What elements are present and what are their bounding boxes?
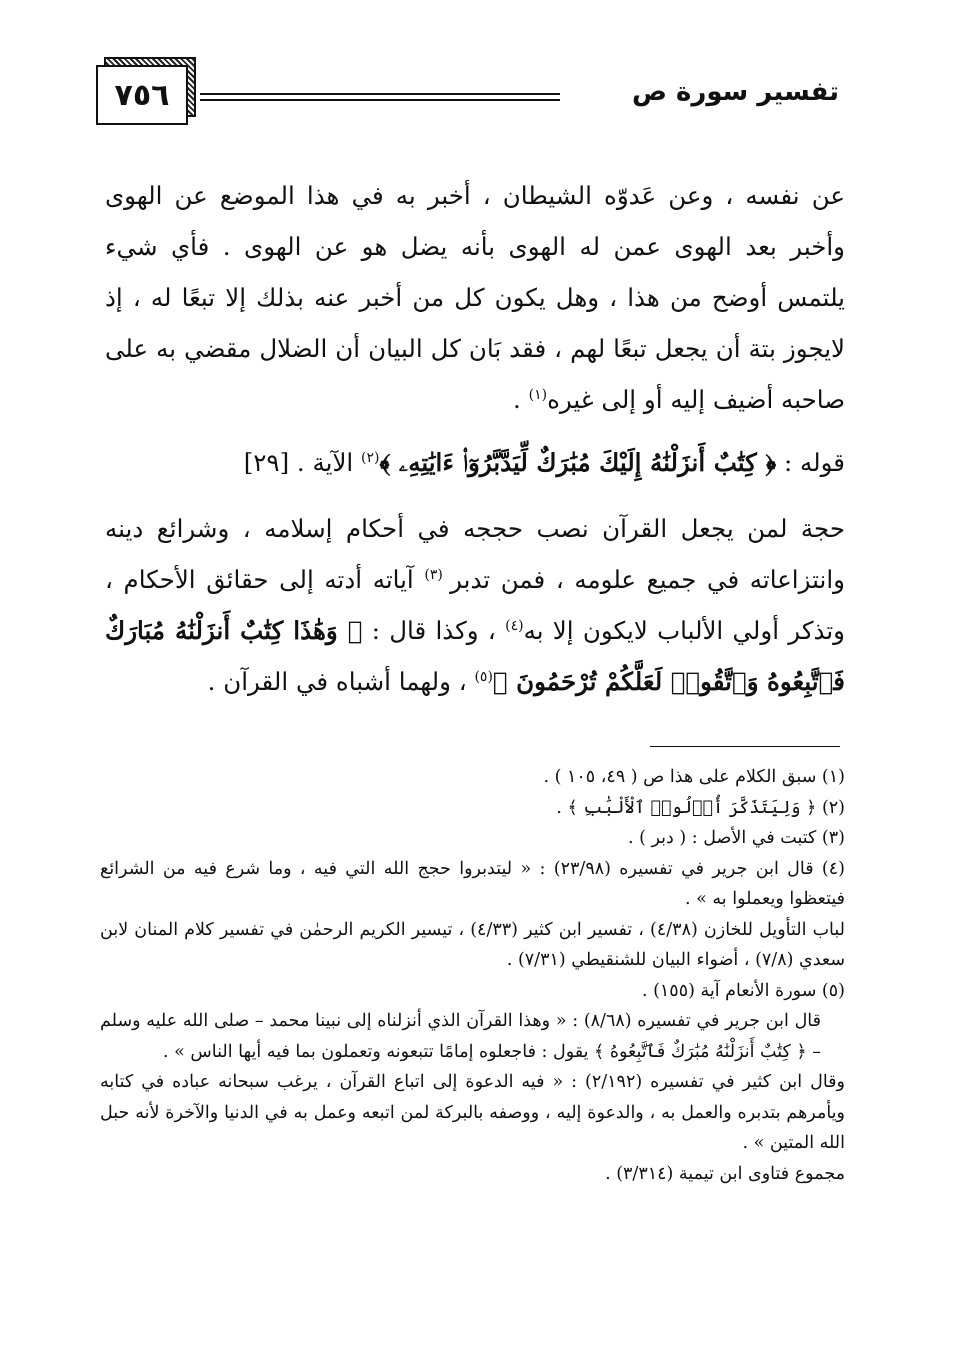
footnote-1: (١) سبق الكلام على هذا ص ( ٤٩، ١٠٥ ) . <box>543 767 845 787</box>
verse-text: ﴿ كِتَٰبٌ أَنزَلْنَٰهُ إِلَيْكَ مُبَٰرَكٌ لِّيَدَّبَّرُوٓا۟ ءَايَٰتِهِۦ ﴾ <box>379 448 777 477</box>
body-paragraph-2 <box>105 503 845 707</box>
page-header <box>96 55 839 130</box>
body-paragraph-1 <box>105 170 845 425</box>
footnote-ref-3: (٣) <box>424 566 451 583</box>
footnote-3: (٣) كتبت في الأصل : ( دبر ) . <box>628 828 845 848</box>
paragraph-1-end: . <box>513 385 529 414</box>
footnote-2: (٢) ﴿ وَلِيَتَذَكَّرَ أُو۟لُوا۟ ٱلْأَلْبَٰبِ ﴾ . <box>556 797 845 818</box>
verse-reference: الآية . [٢٩] <box>243 448 362 477</box>
running-title: تفسير سورة ص <box>632 77 839 107</box>
header-double-rule <box>200 93 560 101</box>
paragraph-2-part-a: حجة لمن يجعل القرآن نصب حججه في أحكام إسلامه ، وشرائع دينه وانتزاعاته في جميع علومه ، فمن تدبر <box>105 514 845 594</box>
footnote-5-ibn-kathir: وقال ابن كثير في تفسيره (٢/١٩٢) : « فيه الدعوة إلى اتباع القرآن ، يرغب سبحانه عباده في كتابه ويأمرهم بتدبره والعمل به ، والدعوة إليه ، ووصفه بالبركة لمن اتبعه وعمل به في الدنيا والآخرة لأنه حبل الله المتين » . <box>100 1072 845 1153</box>
footnote-4: (٤) قال ابن جرير في تفسيره (٢٣/٩٨) : « ليتدبروا حجج الله التي فيه ، وما شرع فيه من الشرائع فيتعظوا ويعملوا به » . <box>100 858 845 909</box>
verse-intro: قوله : <box>776 448 845 477</box>
footnote-5-ibn-taymiyyah: مجموع فتاوى ابن تيمية (٣/٣١٤) . <box>605 1163 845 1184</box>
verse-line <box>105 437 845 488</box>
footnote-ref-2: (٢) <box>361 449 380 466</box>
paragraph-2-part-c: ، وكذا قال : <box>362 616 506 645</box>
page-number: ٧٥٦ <box>96 65 188 125</box>
footnote-separator <box>650 746 840 747</box>
paragraph-2-quran-quote: ﴿ وَهَٰذَا كِتَٰبٌ أَنزَلْنَٰهُ مُبَارَكٌ فَٱتَّبِعُوهُ وَٱتَّقُوا۟ لَعَلَّكُمْ تُرْحَمُونَ ﴾ <box>105 616 845 696</box>
footnote-ref-1: (١) <box>528 386 548 403</box>
paragraph-2-part-b: آياته أدته إلى حقائق الأحكام ، وتذكر أولي الألباب لايكون إلا به <box>105 565 845 645</box>
footnote-5-ibn-jarir: قال ابن جرير في تفسيره (٨/٦٨) : « وهذا القرآن الذي أنزلناه إلى نبينا محمد – صلى الله عليه وسلم – ﴿ كِتَٰبٌ أَنزَلْنَٰهُ مُبَٰرَكٌ فَٱتَّبِعُوهُ ﴾ يقول : فاجعلوه إمامًا تتبعونه وتعملون بما فيه أيها الناس » . <box>100 1011 821 1062</box>
footnote-ref-5: (٥) <box>474 668 493 685</box>
footnote-5: (٥) سورة الأنعام آية (١٥٥) . <box>641 980 845 1001</box>
footnotes <box>100 762 845 1189</box>
footnote-ref-4: (٤) <box>505 617 524 634</box>
paragraph-2-part-d: ، ولهما أشباه في القرآن . <box>207 667 475 696</box>
paragraph-1-text: عن نفسه ، وعن عَدوّه الشيطان ، أخبر به في هذا الموضع عن الهوى وأخبر بعد الهوى عمن له الهوى بأنه يضل هو عن الهوى . فأي شيء يلتمس أوضح من هذا ، وهل يكون كل من أخبر عنه بذلك إلا تبعًا له ، إذ لايجوز بتة أن يجعل تبعًا لهم ، فقد بَان كل البيان أن الضلال مقضي به على صاحبه أضيف إليه أو إلى غيره <box>105 181 846 414</box>
footnote-4-continued: لباب التأويل للخازن (٤/٣٨) ، تفسير ابن كثير (٤/٣٣) ، تيسير الكريم الرحمٰن في تفسير كلام المنان لابن سعدي (٧/٨) ، أضواء البيان للشنقيطي (٧/٣١) . <box>100 919 845 970</box>
